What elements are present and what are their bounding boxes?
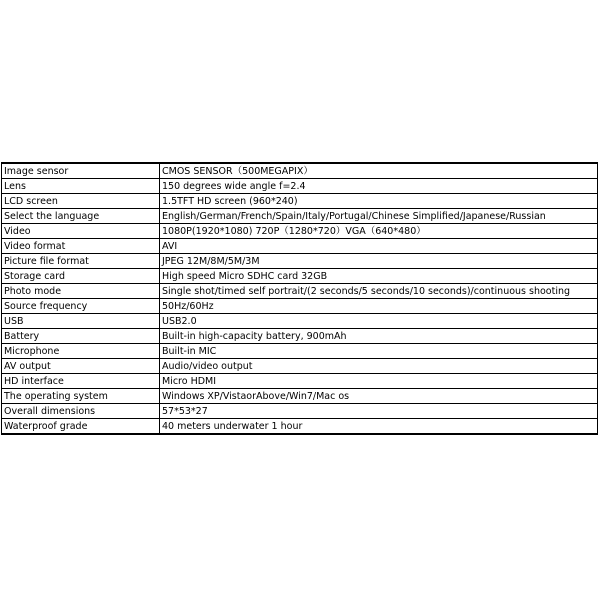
table-row [2,269,598,284]
spec-value: Audio/video output [160,359,598,374]
spec-table [1,162,598,435]
spec-label: Battery [2,329,160,344]
spec-label: Lens [2,179,160,194]
table-row [2,194,598,209]
spec-value: 150 degrees wide angle f=2.4 [160,179,598,194]
spec-value: AVI [160,239,598,254]
spec-value: Single shot/timed self portrait/(2 seconds/5 seconds/10 seconds)/continuous shooting [160,284,598,299]
table-row [2,163,598,179]
spec-value: JPEG 12M/8M/5M/3M [160,254,598,269]
spec-value: 1080P(1920*1080) 720P（1280*720）VGA（640*480） [160,224,598,239]
table-row [2,404,598,419]
spec-value: Windows XP/VistaorAbove/Win7/Mac os [160,389,598,404]
spec-value: Micro HDMI [160,374,598,389]
spec-value: 50Hz/60Hz [160,299,598,314]
table-row [2,419,598,435]
table-row [2,359,598,374]
spec-table-body [2,163,598,434]
spec-value: 1.5TFT HD screen (960*240) [160,194,598,209]
spec-value: Built-in high-capacity battery, 900mAh [160,329,598,344]
table-row [2,224,598,239]
table-row [2,254,598,269]
table-row [2,374,598,389]
spec-label: LCD screen [2,194,160,209]
spec-label: HD interface [2,374,160,389]
spec-value: 40 meters underwater 1 hour [160,419,598,435]
spec-value: CMOS SENSOR（500MEGAPIX） [160,163,598,179]
spec-label: The operating system [2,389,160,404]
spec-label: AV output [2,359,160,374]
spec-label: Microphone [2,344,160,359]
table-row [2,329,598,344]
spec-value: 57*53*27 [160,404,598,419]
table-row [2,239,598,254]
spec-label: USB [2,314,160,329]
spec-label: Photo mode [2,284,160,299]
spec-label: Waterproof grade [2,419,160,435]
spec-value: USB2.0 [160,314,598,329]
table-row [2,314,598,329]
spec-label: Image sensor [2,163,160,179]
spec-label: Select the language [2,209,160,224]
spec-value: High speed Micro SDHC card 32GB [160,269,598,284]
table-row [2,299,598,314]
table-row [2,179,598,194]
spec-value: English/German/French/Spain/Italy/Portugal/Chinese Simplified/Japanese/Russian [160,209,598,224]
spec-label: Picture file format [2,254,160,269]
spec-label: Video [2,224,160,239]
spec-label: Video format [2,239,160,254]
table-row [2,284,598,299]
table-row [2,209,598,224]
table-row [2,344,598,359]
spec-label: Overall dimensions [2,404,160,419]
spec-value: Built-in MIC [160,344,598,359]
spec-label: Storage card [2,269,160,284]
table-row [2,389,598,404]
spec-label: Source frequency [2,299,160,314]
